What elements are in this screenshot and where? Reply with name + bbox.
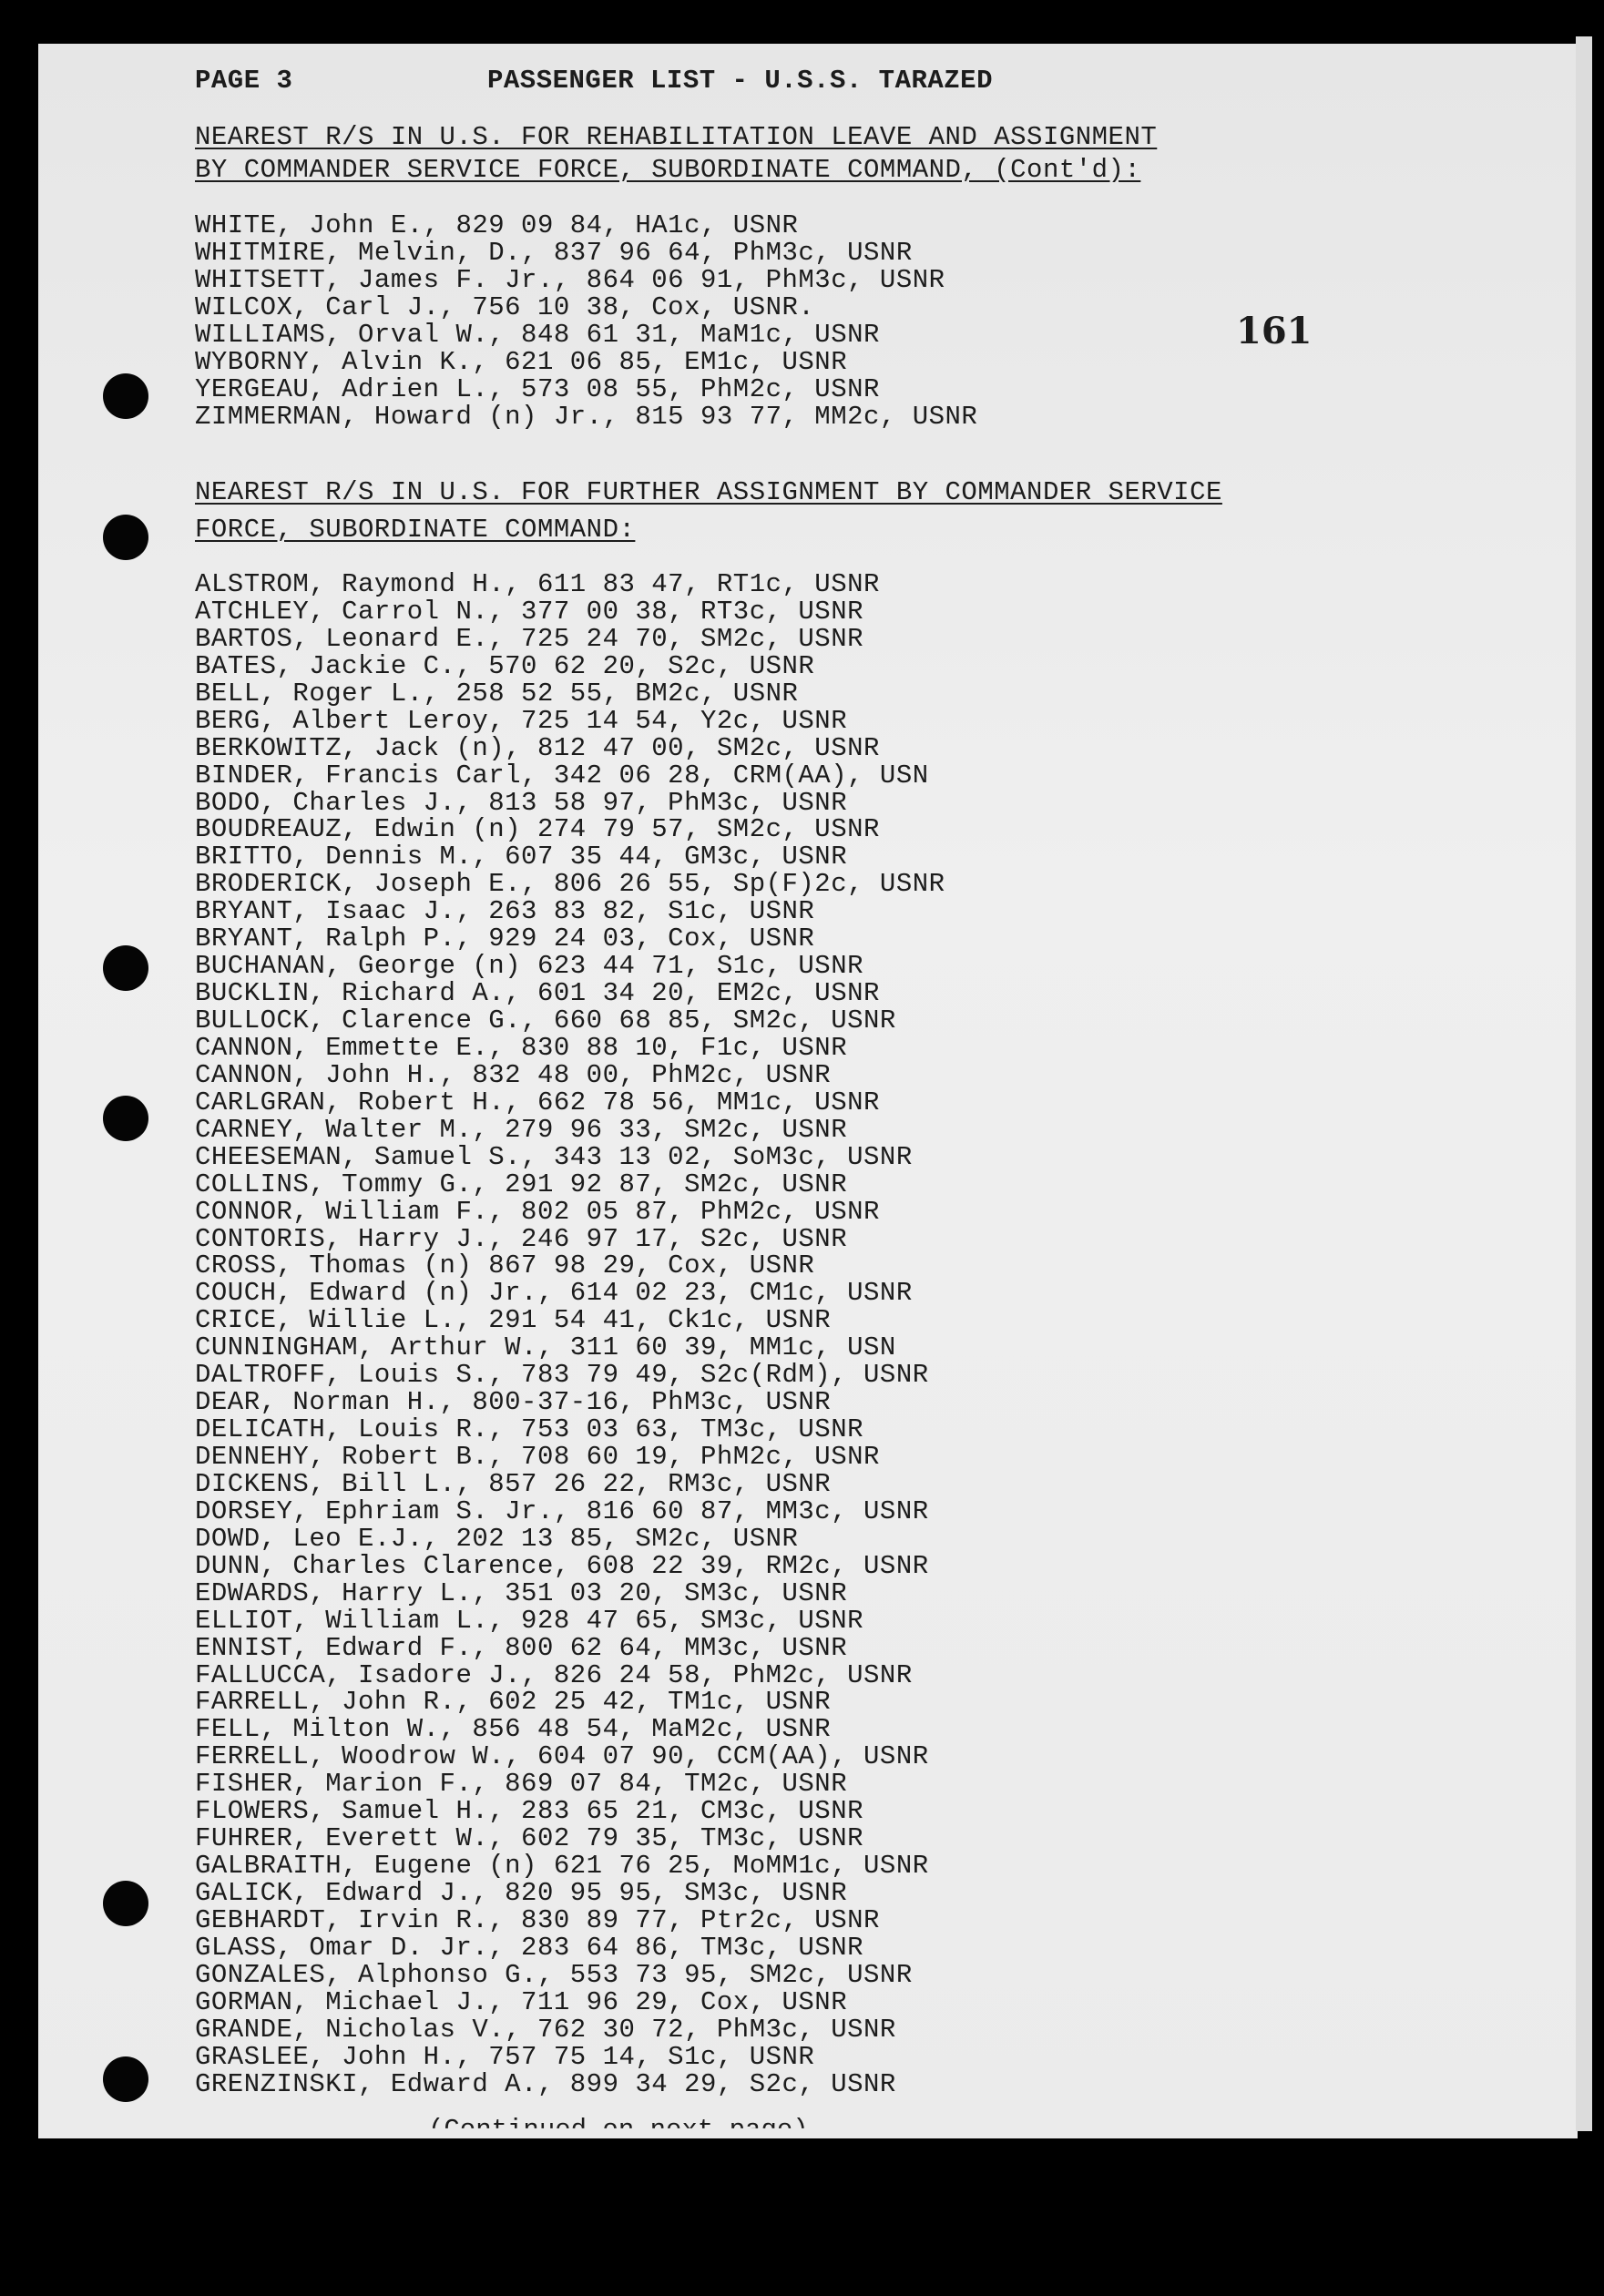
list-item: GONZALES, Alphonso G., 553 73 95, SM2c, USNR — [195, 1959, 913, 1990]
list-item: BELL, Roger L., 258 52 55, BM2c, USNR — [195, 678, 799, 709]
list-item: BATES, Jackie C., 570 62 20, S2c, USNR — [195, 650, 815, 681]
section-heading: BY COMMANDER SERVICE FORCE, SUBORDINATE COMMAND, (Cont'd): — [195, 155, 1141, 185]
list-item: BULLOCK, Clarence G., 660 68 85, SM2c, USNR — [195, 1005, 896, 1036]
list-item: EDWARDS, Harry L., 351 03 20, SM3c, USNR — [195, 1577, 848, 1608]
list-item: GRANDE, Nicholas V., 762 30 72, PhM3c, USNR — [195, 2014, 896, 2045]
list-item: GRENZINSKI, Edward A., 899 34 29, S2c, USNR — [195, 2068, 896, 2099]
list-item: DOWD, Leo E.J., 202 13 85, SM2c, USNR — [195, 1523, 799, 1554]
list-item: COUCH, Edward (n) Jr., 614 02 23, CM1c, USNR — [195, 1278, 913, 1309]
list-item: BRODERICK, Joseph E., 806 26 55, Sp(F)2c, USNR — [195, 869, 945, 900]
page-label: PAGE 3 — [195, 66, 293, 96]
section-heading: FORCE, SUBORDINATE COMMAND: — [195, 515, 636, 545]
list-item: DELICATH, Louis R., 753 03 63, TM3c, USNR — [195, 1414, 864, 1445]
section-heading: NEAREST R/S IN U.S. FOR REHABILITATION LEAVE AND ASSIGNMENT — [195, 122, 1158, 152]
list-item: GALICK, Edward J., 820 95 95, SM3c, USNR — [195, 1878, 848, 1908]
list-item: FUHRER, Everett W., 602 79 35, TM3c, USNR — [195, 1823, 864, 1854]
list-item: BUCKLIN, Richard A., 601 34 20, EM2c, USNR — [195, 978, 880, 1009]
list-item: BERKOWITZ, Jack (n), 812 47 00, SM2c, USNR — [195, 732, 880, 763]
list-item: CONTORIS, Harry J., 246 97 17, S2c, USNR — [195, 1223, 848, 1254]
list-item: WILCOX, Carl J., 756 10 38, Cox, USNR. — [195, 291, 815, 322]
list-item: ATCHLEY, Carrol N., 377 00 38, RT3c, USNR — [195, 596, 864, 627]
list-item: BOUDREAUZ, Edwin (n) 274 79 57, SM2c, USNR — [195, 814, 880, 845]
list-item: FISHER, Marion F., 869 07 84, TM2c, USNR — [195, 1769, 848, 1800]
punch-hole — [103, 515, 148, 560]
list-item: DENNEHY, Robert B., 708 60 19, PhM2c, USNR — [195, 1442, 880, 1472]
list-item: CANNON, Emmette E., 830 88 10, F1c, USNR — [195, 1032, 848, 1063]
list-item: GLASS, Omar D. Jr., 283 64 86, TM3c, USNR — [195, 1932, 864, 1963]
list-item: FARRELL, John R., 602 25 42, TM1c, USNR — [195, 1687, 832, 1718]
adjacent-page-edge — [1576, 36, 1592, 2131]
list-item: BRYANT, Isaac J., 263 83 82, S1c, USNR — [195, 896, 815, 927]
list-item: CANNON, John H., 832 48 00, PhM2c, USNR — [195, 1059, 832, 1090]
stamped-page-number: 161 — [1236, 310, 1313, 352]
punch-hole — [103, 2056, 148, 2102]
list-item: WILLIAMS, Orval W., 848 61 31, MaM1c, USNR — [195, 319, 880, 350]
punch-hole — [103, 373, 148, 419]
list-item: DORSEY, Ephriam S. Jr., 816 60 87, MM3c, USNR — [195, 1495, 929, 1526]
list-item: GRASLEE, John H., 757 75 14, S1c, USNR — [195, 2041, 815, 2072]
list-item: YERGEAU, Adrien L., 573 08 55, PhM2c, USNR — [195, 373, 880, 404]
list-item: CUNNINGHAM, Arthur W., 311 60 39, MM1c, USN — [195, 1332, 896, 1363]
list-item: WHITMIRE, Melvin, D., 837 96 64, PhM3c, USNR — [195, 237, 913, 268]
list-item: FELL, Milton W., 856 48 54, MaM2c, USNR — [195, 1714, 832, 1745]
list-item: GEBHARDT, Irvin R., 830 89 77, Ptr2c, USNR — [195, 1904, 880, 1935]
list-item: ENNIST, Edward F., 800 62 64, MM3c, USNR — [195, 1632, 848, 1663]
list-item: GORMAN, Michael J., 711 96 29, Cox, USNR — [195, 1986, 848, 2017]
list-item: COLLINS, Tommy G., 291 92 87, SM2c, USNR — [195, 1168, 848, 1199]
list-item: CARLGRAN, Robert H., 662 78 56, MM1c, USNR — [195, 1087, 880, 1117]
list-item: DICKENS, Bill L., 857 26 22, RM3c, USNR — [195, 1468, 832, 1499]
list-item: DEAR, Norman H., 800-37-16, PhM3c, USNR — [195, 1387, 832, 1418]
list-item: ELLIOT, William L., 928 47 65, SM3c, USNR — [195, 1605, 864, 1636]
passenger-list — [195, 212, 977, 431]
list-item: GALBRAITH, Eugene (n) 621 76 25, MoMM1c, USNR — [195, 1851, 929, 1882]
list-item: CARNEY, Walter M., 279 96 33, SM2c, USNR — [195, 1114, 848, 1145]
document-title: PASSENGER LIST - U.S.S. TARAZED — [487, 66, 993, 96]
list-item: FLOWERS, Samuel H., 283 65 21, CM3c, USNR — [195, 1796, 864, 1827]
list-item: BRITTO, Dennis M., 607 35 44, GM3c, USNR — [195, 842, 848, 872]
list-item: FALLUCCA, Isadore J., 826 24 58, PhM2c, USNR — [195, 1659, 913, 1690]
list-item: ALSTROM, Raymond H., 611 83 47, RT1c, USNR — [195, 569, 880, 599]
list-item: WHITE, John E., 829 09 84, HA1c, USNR — [195, 210, 799, 240]
punch-hole — [103, 945, 148, 991]
list-item: WYBORNY, Alvin K., 621 06 85, EM1c, USNR — [195, 346, 848, 377]
list-item: DUNN, Charles Clarence, 608 22 39, RM2c, USNR — [195, 1550, 929, 1581]
list-item: BINDER, Francis Carl, 342 06 28, CRM(AA), USN — [195, 760, 929, 791]
list-item: CHEESEMAN, Samuel S., 343 13 02, SoM3c, USNR — [195, 1141, 913, 1172]
list-item: WHITSETT, James F. Jr., 864 06 91, PhM3c, USNR — [195, 264, 945, 295]
punch-hole — [103, 1881, 148, 1926]
list-item: CONNOR, William F., 802 05 87, PhM2c, USNR — [195, 1196, 880, 1227]
list-item: BRYANT, Ralph P., 929 24 03, Cox, USNR — [195, 924, 815, 954]
list-item: CRICE, Willie L., 291 54 41, Ck1c, USNR — [195, 1305, 832, 1336]
list-item: DALTROFF, Louis S., 783 79 49, S2c(RdM), USNR — [195, 1360, 929, 1391]
list-item: ZIMMERMAN, Howard (n) Jr., 815 93 77, MM2c, USNR — [195, 401, 978, 432]
list-item: BERG, Albert Leroy, 725 14 54, Y2c, USNR — [195, 705, 848, 736]
list-item: BARTOS, Leonard E., 725 24 70, SM2c, USNR — [195, 623, 864, 654]
list-item: BUCHANAN, George (n) 623 44 71, S1c, USNR — [195, 951, 864, 982]
list-item: CROSS, Thomas (n) 867 98 29, Cox, USNR — [195, 1250, 815, 1281]
section-heading: NEAREST R/S IN U.S. FOR FURTHER ASSIGNMENT BY COMMANDER SERVICE — [195, 477, 1222, 507]
list-item: BODO, Charles J., 813 58 97, PhM3c, USNR — [195, 787, 848, 818]
passenger-list — [195, 571, 945, 2098]
list-item: FERRELL, Woodrow W., 604 07 90, CCM(AA), USNR — [195, 1741, 929, 1772]
punch-hole — [103, 1096, 148, 1141]
